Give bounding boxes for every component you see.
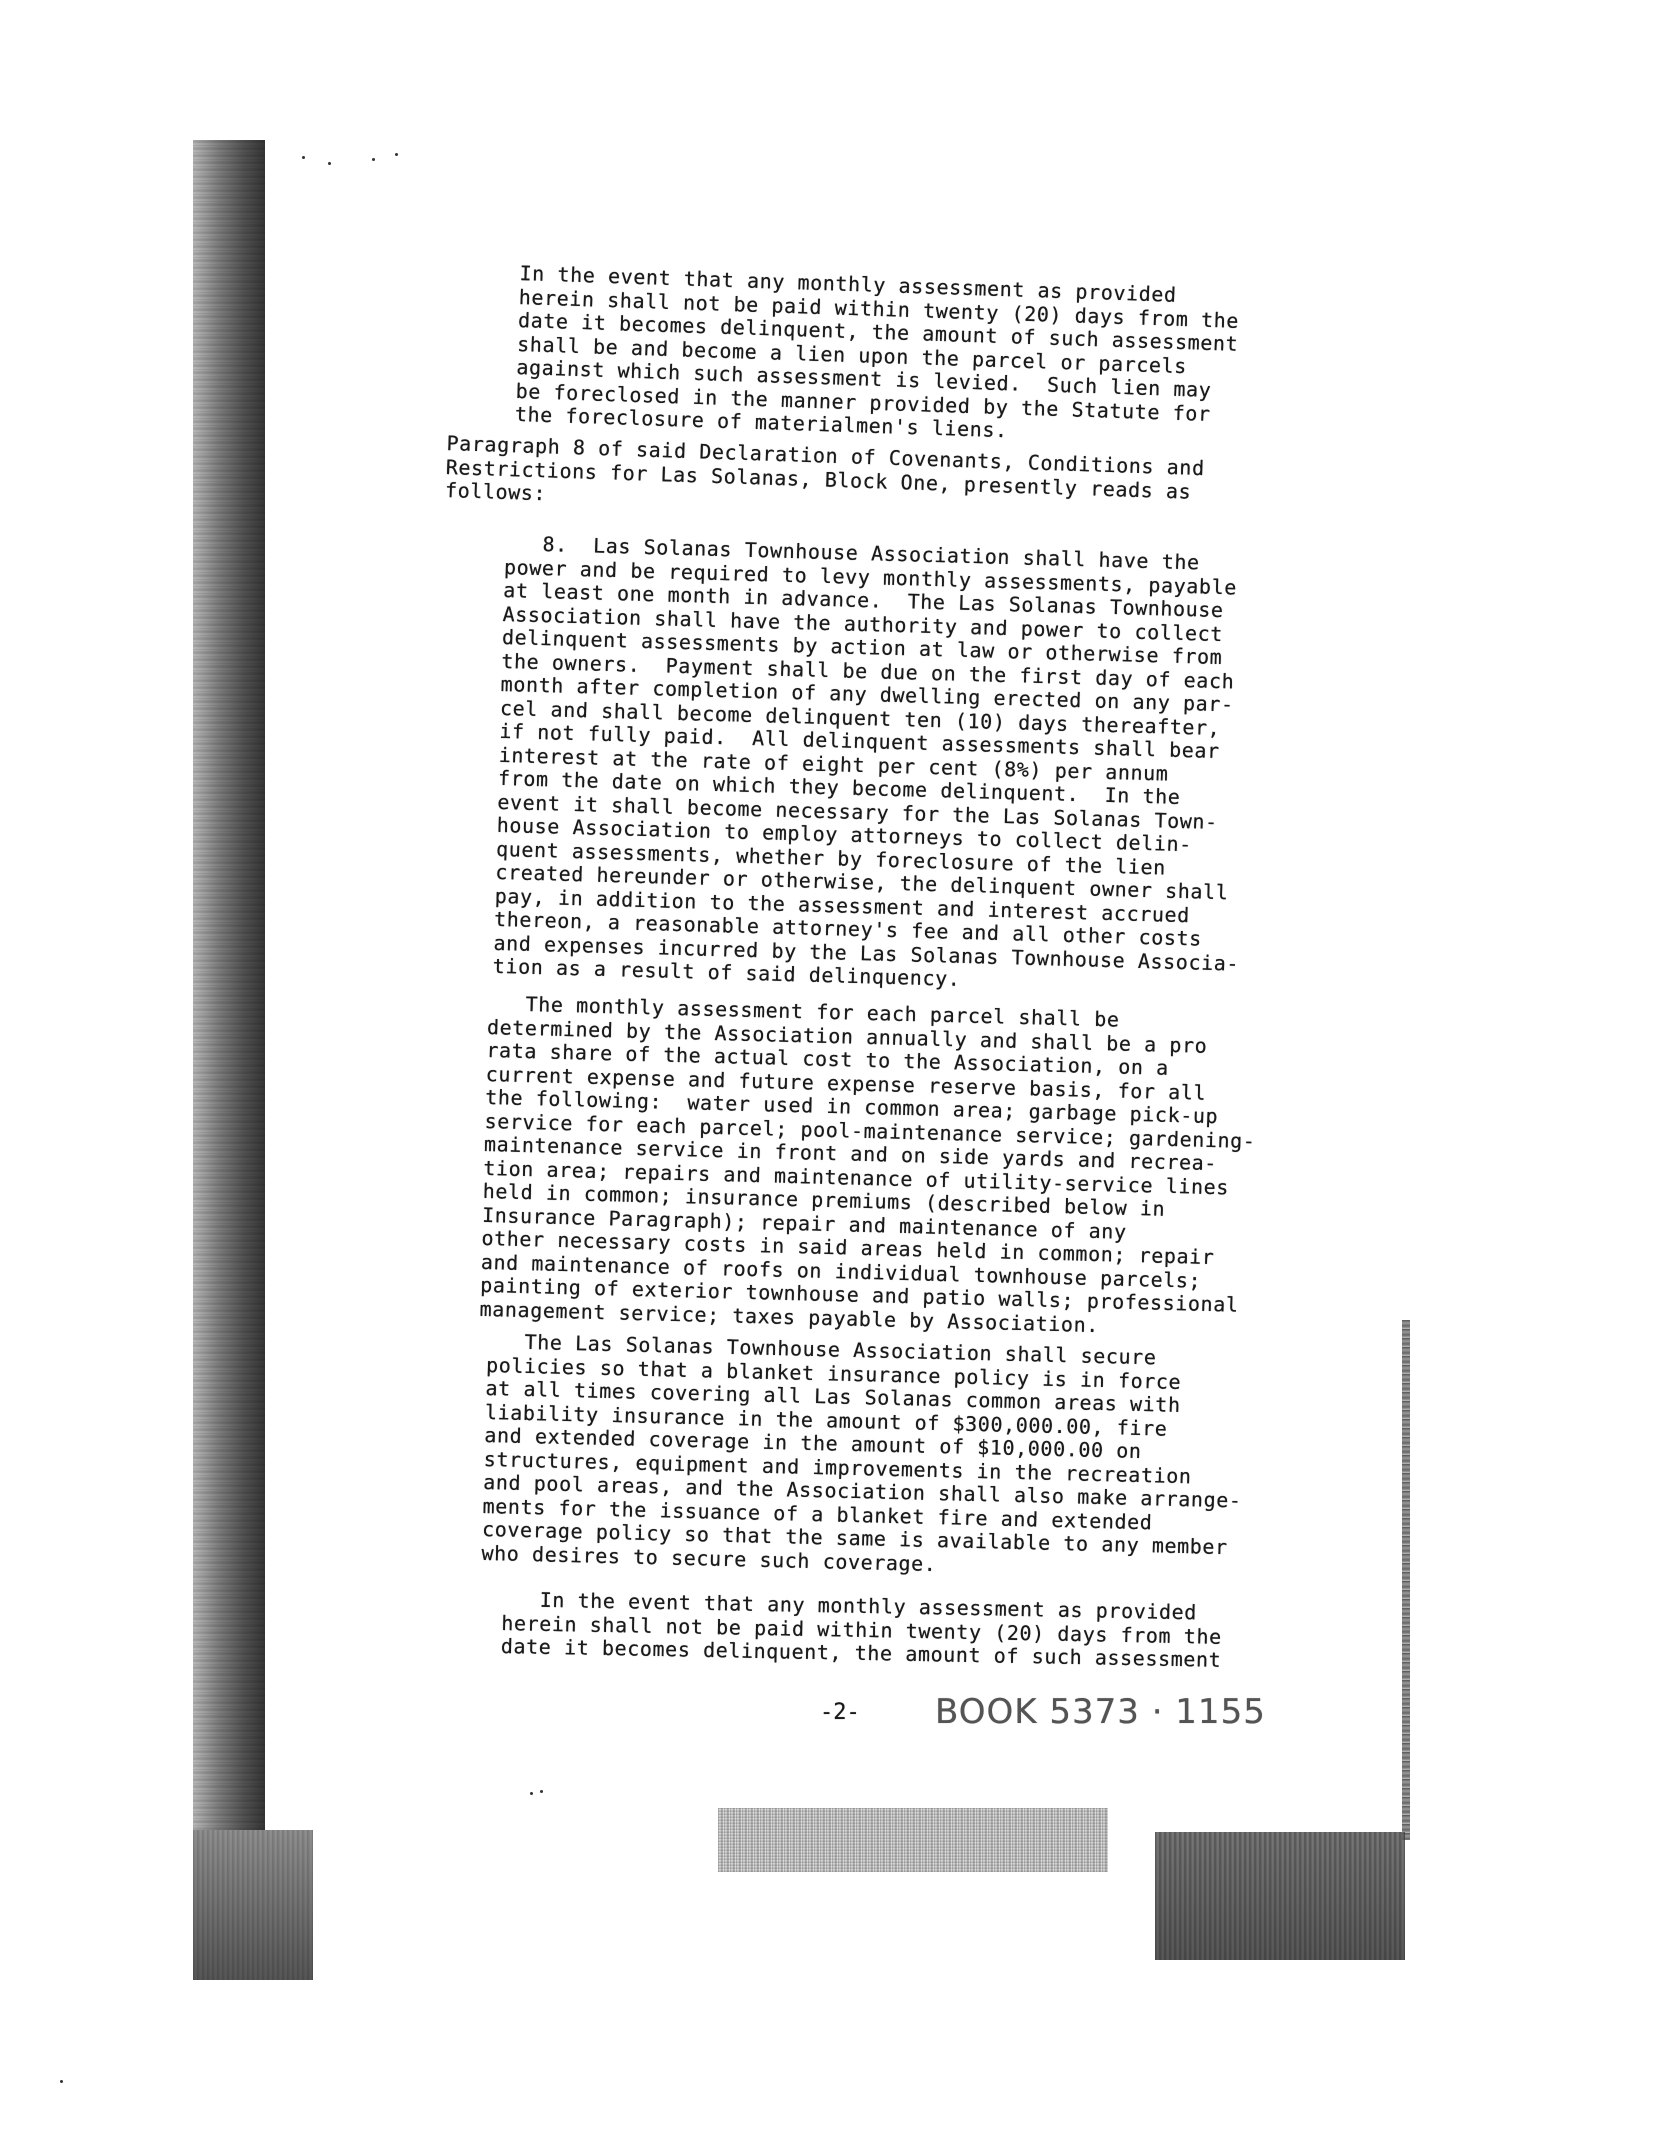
scan-speck [530, 1792, 533, 1795]
scan-noise-bottom [718, 1808, 1108, 1872]
scan-edge-shadow-left [193, 140, 265, 1980]
scan-noise-bottom-right [1155, 1832, 1405, 1960]
paragraph-insurance: The Las Solanas Townhouse Association shall secure policies so that a blanket insurance policy is in force at all times covering all Las Solanas common areas with liability insurance in the amount of $300,000.00, fire and extended coverage in the amount of $10,000.00 on structures, equipment and improvements in the recreation and pool areas, and the Association shall also make arrange- ments for the issuance of a blanket fire and extended coverage policy so that the same is available to any member who desires to secure such coverage. [481, 1329, 1242, 1576]
scan-speck [328, 162, 331, 165]
scan-speck [60, 2080, 63, 2083]
scan-speck [372, 158, 375, 161]
page-number: -2- [820, 1700, 860, 1725]
paragraph-8-assessments: 8. Las Solanas Townhouse Association shall have the power and be required to levy monthly assessments, payable at least one month in advance. The Las Solanas Townhouse Association shall have the authority and power to collect delinquent assessments by action at law or otherwise from the owners. Payment shall be due on the first day of each month after completion of any dwelling erected on any par- cel and shall become delinquent ten (10) days thereafter, if not fully paid. All delinquent assessments shall bear interest at the rate of eight per cent (8%) per annum from the date on which they become delinquent. In the event it shall become necessary for the Las Solanas Town- house Association to employ attorneys to collect delin- quent assessments, whether by foreclosure of the lien created hereunder or otherwise, the delinquent owner shall pay, in addition to the assessment and interest accrued thereon, a reasonable attorney's fee and all other costs and expenses incurred by the Las Solanas Townhouse Associa- tion as a result of said delinquency. [492, 531, 1240, 991]
scan-speck [302, 156, 305, 159]
book-page-stamp: BOOK 5373 · 1155 [935, 1692, 1266, 1732]
scan-edge-shadow-right [1402, 1320, 1410, 1840]
scan-speck [395, 153, 398, 156]
scan-edge-shadow-bottom-left [193, 1830, 313, 1980]
paragraph-lien-provision-repeat: In the event that any monthly assessment as provided herein shall not be paid within twenty (20) days from the date it becomes delinquent, the amount of such assessment [500, 1587, 1222, 1672]
scan-speck [540, 1790, 543, 1793]
paragraph-intro-declaration: Paragraph 8 of said Declaration of Covenants, Conditions and Restrictions for Las Solanas, Block One, presently reads as follows: [444, 431, 1206, 506]
paragraph-lien-provision: In the event that any monthly assessment as provided herein shall not be paid within twenty (20) days from the date it becomes delinquent, the amount of such assessment shall be and become a lien upon the parcel or parcels against which such assessment is levied. Such lien may be foreclosed in the manner provided by the Statute for the foreclosure of materialmen's liens. [514, 261, 1240, 443]
paragraph-monthly-assessment-basis: The monthly assessment for each parcel shall be determined by the Association annually and shall be a pro rata share of the actual cost to the Association, on a current expense and future expense reserve basis, for all the following: water used in common area; garbage pick-up service for each parcel; pool-maintenance service; gardening- maintenance service in front and on side yards and recrea- tion area; repairs and maintenance of utility-service lines held in common; insurance premiums (described below in Insurance Paragraph); repair and maintenance of any other necessary costs in said areas held in common; repair and maintenance of roofs on individual townhouse parcels; painting of exterior townhouse and patio walls; professional management service; taxes payable by Association. [479, 991, 1256, 1337]
